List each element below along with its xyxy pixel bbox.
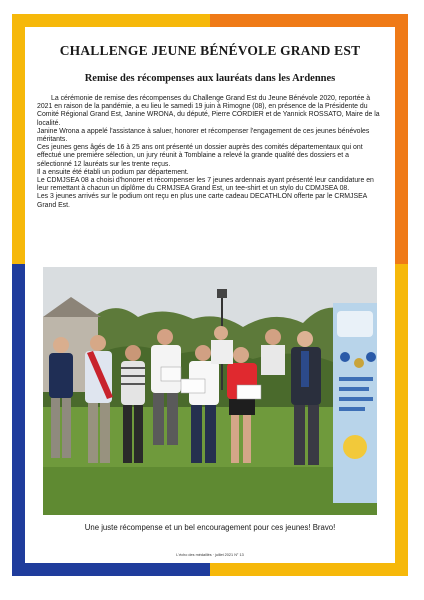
page-content — [25, 27, 395, 563]
frame-right-top — [395, 14, 408, 264]
frame-top-right — [210, 14, 408, 27]
frame-top-left — [12, 14, 210, 27]
article-body — [37, 95, 385, 210]
frame-bottom-left — [12, 563, 210, 576]
paragraph-ceremony: La cérémonie de remise des récompenses du Challenge Grand Est du Jeune Bénévole 2020, reportée à 2021 en raison de la pandémie, a eu lieu le samedi 19 juin à Rimogne (08), en présence de la Présidente du Comité Régional Grand Est, Janine WRONA, du député, Pierre CORDIER et de Yannick ROSSATO, Maire de la localité. — [37, 95, 380, 127]
paragraph-decathlon: Les 3 jeunes arrivés sur le podium ont reçu en plus une carte cadeau DECATHLON offerte par le CRMJSEA Grand Est. — [37, 193, 367, 209]
frame-left-top — [12, 14, 25, 264]
page-footer: L'écho des médaillés · juillet 2021 N° 13 — [176, 553, 244, 557]
frame-bottom-right — [210, 563, 408, 576]
page-subtitle: Remise des récompenses aux lauréats dans les Ardennes — [84, 73, 336, 84]
frame-right-bottom — [395, 264, 408, 576]
paragraph-selection: Ces jeunes gens âgés de 16 à 25 ans ont présenté un dossier auprès des comités départementaux qui ont effectué une première sélection, un jury réunit à Tomblaine a relevé la grande qualité des dossiers et a sélectionné 12 lauréats sur les trente reçus. — [37, 144, 363, 168]
frame-left-bottom — [12, 264, 25, 576]
page-title: CHALLENGE JEUNE BÉNÉVOLE GRAND EST — [59, 43, 361, 58]
paragraph-wrona: Janine Wrona a appelé l'assistance à saluer, honorer et récompenser l'engagement de ces jeunes bénévoles méritants. — [37, 127, 370, 144]
paragraph-cdmjsea: Le CDMJSEA 08 a choisi d'honorer et récompenser les 7 jeunes ardennais ayant présenté leur candidature en leur remettant à chacun un diplôme du CRMJSEA Grand Est, un tee-shirt et un stylo du CDMJSEA 08. — [37, 177, 374, 193]
photo-caption: Une juste récompense et un bel encouragement pour ces jeunes! Bravo! — [84, 523, 336, 532]
group-photo — [43, 267, 377, 515]
paragraph-podium: Il a ensuite été établi un podium par département. — [37, 168, 189, 176]
